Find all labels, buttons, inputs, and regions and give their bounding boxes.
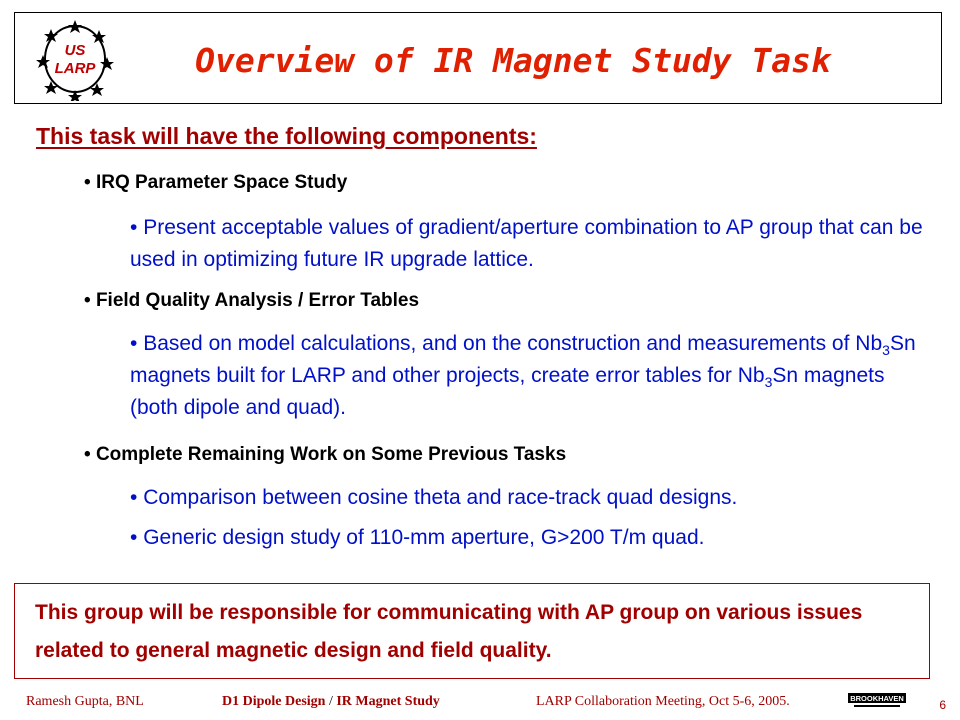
component-3-detail-2-text: Generic design study of 110-mm aperture, G>200 T/m quad. (143, 526, 705, 549)
component-1-detail: • Present acceptable values of gradient/aperture combination to AP group that can be used in optimizing future IR upgrade lattice. (130, 216, 923, 271)
footer-meeting: LARP Collaboration Meeting, Oct 5-6, 2005. (536, 694, 790, 709)
summary-text: This group will be responsible for communicating with AP group on various issues related to general magnetic design and field quality. (35, 601, 863, 662)
logo-line1: US (64, 42, 86, 59)
component-2-detail-text: Based on model calculations, and on the construction and measurements of $Nb_3Sn$ magnets built for LARP and other projects, create error tables for $Nb_3Sn$ magnets (both dipole and quad). (130, 332, 916, 419)
footer-project-b: IR Magnet Study (336, 694, 440, 709)
component-2-title: • Field Quality Analysis / Error Tables (84, 290, 420, 311)
brookhaven-logo-icon (848, 691, 906, 709)
section-heading: This task will have the following components: (36, 123, 537, 149)
component-3-detail-1: • Comparison between cosine theta and race-track quad designs. (130, 486, 738, 509)
component-3-title: • Complete Remaining Work on Some Previous Tasks (84, 444, 567, 465)
component-2-title-text: Field Quality Analysis / Error Tables (95, 290, 420, 311)
page-title: Overview of IR Magnet Study Task (195, 41, 831, 80)
footer-author: Ramesh Gupta, BNL (26, 694, 144, 709)
component-3-detail-2: • Generic design study of 110-mm aperture, G>200 T/m quad. (130, 526, 705, 549)
component-3-detail-1-text: Comparison between cosine theta and race-track quad designs. (143, 486, 738, 509)
title-box (14, 12, 942, 104)
footer-separator: / (328, 694, 333, 709)
component-1-title-text: IRQ Parameter Space Study (95, 172, 348, 193)
logo-line2: LARP (54, 60, 96, 77)
page-number: 6 (939, 698, 946, 712)
footer-project-a: D1 Dipole Design (222, 694, 326, 709)
summary-box (14, 583, 930, 679)
lab-logo-text: BROOKHAVEN (850, 694, 904, 703)
component-1-detail-text: Present acceptable values of gradient/aperture combination to AP group that can be used in optimizing future IR upgrade lattice. (130, 216, 923, 271)
component-1-title: • IRQ Parameter Space Study (84, 172, 348, 193)
component-3-title-text: Complete Remaining Work on Some Previous Tasks (95, 444, 567, 465)
component-2-detail: • Based on model calculations, and on the construction and measurements of $Nb_3Sn$ magnets built for LARP and other projects, create error tables for $Nb_3Sn$ magnets (both dipole and quad). (130, 332, 916, 419)
footer-project (222, 694, 440, 710)
